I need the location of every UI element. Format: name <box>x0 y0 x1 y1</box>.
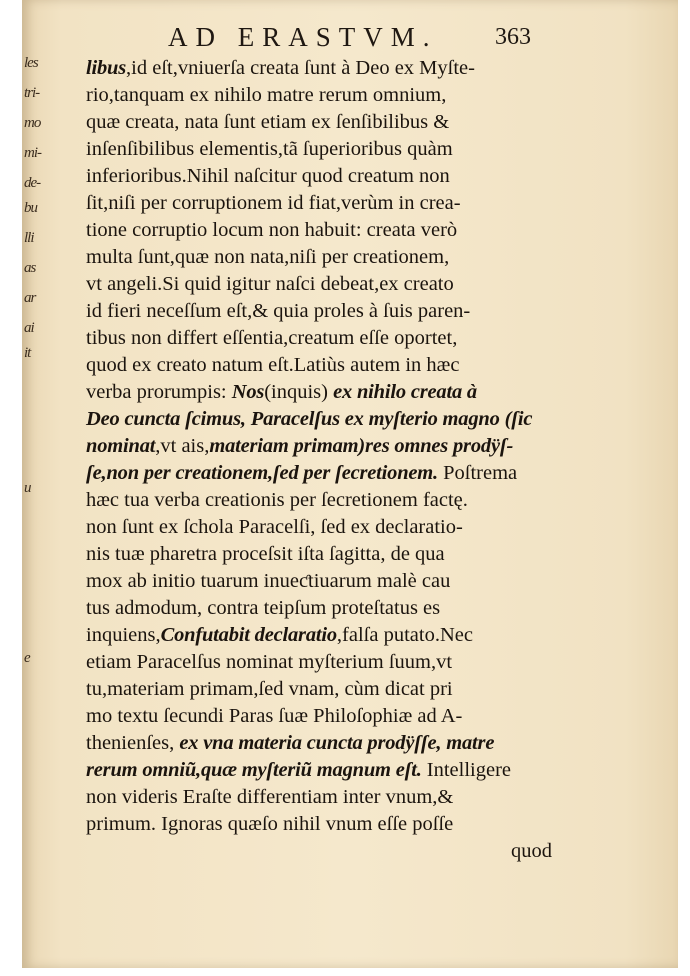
text-segment: verba prorumpis: <box>86 381 232 403</box>
text-line <box>86 136 552 163</box>
italic-segment: )res omnes prodÿſ- <box>358 435 514 457</box>
text-line <box>86 325 552 352</box>
margin-fragment: de- <box>24 175 41 191</box>
text-segment: quod ex creato natum eſt.Latiùs autem in hæc <box>86 354 460 376</box>
margin-fragment: ar <box>24 290 36 306</box>
text-segment: inſenſibilibus elementis,tã ſuperioribus quàm <box>86 138 453 160</box>
text-segment: thenienſes, <box>86 732 180 754</box>
margin-fragment: it <box>24 345 31 361</box>
running-title: AD ERASTVM. <box>168 22 438 52</box>
text-line <box>86 784 552 811</box>
italic-segment: libus <box>86 57 127 79</box>
text-segment: tu,materiam primam,ſed vnam, cùm dicat pri <box>86 678 453 700</box>
text-line <box>86 487 552 514</box>
margin-fragment: ai <box>24 320 34 336</box>
text-segment: id fieri neceſſum eſt,& quia proles à ſuis paren- <box>86 300 471 322</box>
text-segment: Poſtrema <box>437 462 518 484</box>
text-segment: ,id eſt,vniuerſa creata ſunt à Deo ex Myſte- <box>126 57 475 79</box>
text-line <box>86 838 552 865</box>
text-line <box>86 190 552 217</box>
italic-segment: ex nihilo creata à <box>333 381 477 403</box>
text-line <box>86 649 552 676</box>
text-line <box>86 433 552 460</box>
margin-fragment: u <box>24 480 31 496</box>
text-line <box>86 379 552 406</box>
text-segment: ſit,niſi per corruptionem id fiat,verùm in crea- <box>86 192 461 214</box>
italic-segment: rerum omniũ,quæ myſteriũ magnum eſt. <box>86 759 422 781</box>
text-line <box>86 595 552 622</box>
margin-fragment: bu <box>24 200 37 216</box>
text-line <box>86 730 552 757</box>
text-segment: vt angeli.Si quid igitur naſci debeat,ex creato <box>86 273 454 295</box>
italic-segment: Confutabit declaratio <box>160 624 337 646</box>
margin-fragment: les <box>24 55 38 71</box>
text-segment: hæc tua verba creationis per ſecretionem factę. <box>86 489 468 511</box>
text-line <box>86 541 552 568</box>
italic-segment: materiam primam <box>209 435 359 457</box>
text-segment: non ſunt ex ſchola Paracelſi, ſed ex declaratio- <box>86 516 463 538</box>
text-segment: mo textu ſecundi Paras ſuæ Philoſophiæ ad A- <box>86 705 463 727</box>
margin-fragment: mo <box>24 115 41 131</box>
italic-segment: Deo cuncta ſcimus, Paracelſus ex myſterio magno (ſic <box>86 408 533 430</box>
text-line <box>86 298 552 325</box>
text-line <box>86 460 552 487</box>
text-line <box>86 271 552 298</box>
text-segment: rio,tanquam ex nihilo matre rerum omnium, <box>86 84 447 106</box>
text-line <box>86 109 552 136</box>
text-segment: tibus non differt eſſentia,creatum eſſe oportet, <box>86 327 458 349</box>
text-segment: tione corruptio locum non habuit: creata verò <box>86 219 458 241</box>
text-segment: Intelligere <box>421 759 512 781</box>
text-line <box>86 163 552 190</box>
text-line <box>86 514 552 541</box>
text-segment: inquiens, <box>86 624 161 646</box>
text-segment: mox ab initio tuarum inueƈtiuarum malè cau <box>86 570 451 592</box>
text-line <box>86 55 552 82</box>
text-line <box>86 217 552 244</box>
page-number: 363 <box>495 24 531 50</box>
text-segment: non videris Eraſte differentiam inter vnum,& <box>86 786 454 808</box>
margin-fragment: mi- <box>24 145 41 161</box>
text-line <box>86 82 552 109</box>
text-line <box>86 676 552 703</box>
italic-segment: ex vna materia cuncta prodÿſſe, matre <box>179 732 495 754</box>
text-segment: multa ſunt,quæ non nata,niſi per creationem, <box>86 246 450 268</box>
margin-fragment: tri- <box>24 85 40 101</box>
italic-segment: ſe,non per creationem,ſed per ſecretionem. <box>86 462 438 484</box>
text-line <box>86 244 552 271</box>
text-segment: (inquis) <box>264 381 334 403</box>
text-line <box>86 406 552 433</box>
text-segment: tus admodum, contra teipſum proteſtatus es <box>86 597 441 619</box>
text-line <box>86 703 552 730</box>
margin-fragment: e <box>24 650 30 666</box>
text-segment: quod <box>511 840 552 862</box>
text-segment: ,vt ais, <box>155 435 210 457</box>
text-segment: ,falſa putato.Nec <box>336 624 473 646</box>
italic-segment: nominat <box>86 435 156 457</box>
text-line <box>86 757 552 784</box>
text-segment: etiam Paracelſus nominat myſterium ſuum,vt <box>86 651 453 673</box>
text-line <box>86 568 552 595</box>
text-line <box>86 352 552 379</box>
italic-segment: Nos <box>231 381 265 403</box>
margin-fragment: as <box>24 260 36 276</box>
text-segment: nis tuæ pharetra proceſsit iſta ſagitta, de qua <box>86 543 445 565</box>
page-header <box>150 22 550 54</box>
text-segment: primum. Ignoras quæſo nihil vnum eſſe poſſe <box>86 813 454 835</box>
text-segment: inferioribus.Nihil naſcitur quod creatum non <box>86 165 450 187</box>
text-line <box>86 811 552 838</box>
body-text <box>86 55 552 865</box>
text-segment: quæ creata, nata ſunt etiam ex ſenſibilibus & <box>86 111 450 133</box>
text-line <box>86 622 552 649</box>
margin-fragment: lli <box>24 230 34 246</box>
